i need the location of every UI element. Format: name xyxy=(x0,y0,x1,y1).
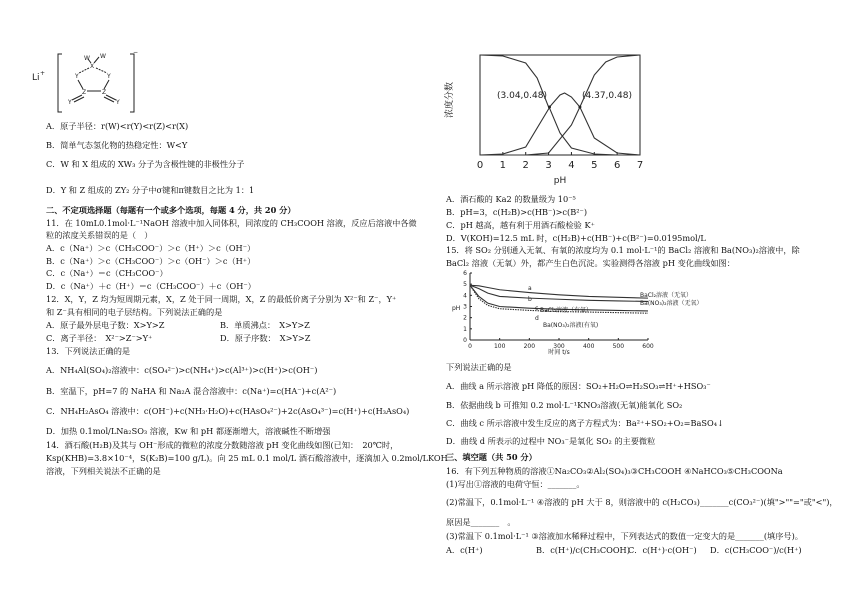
chart2-xtick-label: 0 xyxy=(468,343,472,350)
q13-option-c: C．NH₄H₂AsO₄ 溶液中：c(OH⁻)+c(NH₃·H₂O)+c(HAsO₄²⁻)+2c(AsO₄³⁻)=c(H⁺)+c(H₃AsO₄) xyxy=(46,406,410,416)
svg-text:Z: Z xyxy=(102,89,107,96)
curve-label-d: d xyxy=(535,315,539,322)
curve-label-a: a xyxy=(528,285,532,292)
anion-structure-diagram xyxy=(30,48,140,118)
legend-d: Ba(NO₃)₂溶液(有氧) xyxy=(543,322,599,329)
q15-option-a: A．曲线 a 所示溶液 pH 降低的原因：SO₂+H₂O⇌H₂SO₃⇌H⁺+HSO₃⁻ xyxy=(446,381,711,391)
q12-text-1: 12．X，Y，Z 均为短周期元素，X，Z 处于同一周期，X，Z 的最低价离子分别为 X²⁻和 Z⁻，Y⁺ xyxy=(46,294,397,304)
q16-option-b: B．c(H⁺)/c(CH₃COOH) xyxy=(536,545,630,555)
q15-text-1: 15．将 SO₂ 分别通入无氧、有氧的浓度均为 0.1 mol·L⁻¹的 BaCl₂ 溶液和 Ba(NO₃)₂溶液中，除 xyxy=(446,245,800,255)
chart1-curve-H2B xyxy=(480,55,640,155)
q13-option-d: D．加热 0.1mol/LNa₂SO₃ 溶液，Kw 和 pH 都逐渐增大，溶液碱性不断增强 xyxy=(46,426,331,436)
legend-a: BaCl₂溶液（无氧） xyxy=(640,292,693,299)
chart2-xtick-label: 300 xyxy=(553,343,565,350)
chart2-ytick-label: 2 xyxy=(463,314,467,322)
chart1-xtick-label: 7 xyxy=(636,160,644,171)
chart2-xtick-label: 200 xyxy=(523,343,536,350)
q14-option-a: A．酒石酸的 Ka2 的数量级为 10⁻⁵ xyxy=(446,194,576,204)
q15-option-c: C．曲线 c 所示溶液中发生反应的离子方程式为：Ba²⁺+SO₂+O₂=BaSO₄↓ xyxy=(446,418,724,428)
fraction-vs-ph-chart xyxy=(440,40,650,190)
chart2-xlabel: 时间 t/s xyxy=(548,349,570,356)
chart2-ytick-label: 4 xyxy=(463,292,467,300)
q12-option-d: D．原子序数： X>Y>Z xyxy=(220,333,311,343)
q12-option-a: A．原子最外层电子数：X>Y>Z xyxy=(46,320,165,330)
chart1-xtick-label: 4 xyxy=(568,160,575,171)
section-3-heading: 三、填空题（共 50 分） xyxy=(446,452,537,462)
curve-label-c: c xyxy=(535,305,539,312)
chart1-curve-HB- xyxy=(480,93,640,155)
chart1-xtick-label: 5 xyxy=(591,160,598,171)
li-symbol: Li xyxy=(32,73,40,83)
chart1-crossing-point xyxy=(548,106,551,109)
ph-vs-time-chart xyxy=(448,268,710,356)
q13-option-b: B．室温下，pH=7 的 NaHA 和 Na₂A 混合溶液中：c(Na⁺)=c(HA⁻)+c(A²⁻) xyxy=(46,386,337,396)
svg-text:W: W xyxy=(100,53,106,60)
annotation-2: (4.37,0.48) xyxy=(582,91,632,101)
svg-text:X: X xyxy=(90,63,95,70)
svg-text:Y: Y xyxy=(107,73,111,80)
chart2-xtick-label: 600 xyxy=(642,343,654,350)
curve-label-b: b xyxy=(528,296,532,303)
option-b: B．简单气态氢化物的热稳定性：W<Y xyxy=(46,140,188,150)
chart2-ytick-label: 1 xyxy=(463,325,467,333)
chart2-xtick-label: 400 xyxy=(582,343,595,350)
q11-option-a: A．c（Na⁺）＞c（CH₃COO⁻）＞c（H⁺）＞c（OH⁻） xyxy=(46,243,256,253)
q15-text-2: BaCl₂ 溶液（无氧）外，都产生白色沉淀。实验测得各溶液 pH 变化曲线如图： xyxy=(446,258,735,268)
chart2-ylabel: pH xyxy=(452,305,461,312)
q11-option-d: D．c（Na⁺）＋c（H⁺）＝c（CH₃COO⁻）＋c（OH⁻） xyxy=(46,281,256,291)
chart1-xtick-label: 6 xyxy=(613,160,621,171)
q14-option-b: B．pH=3，c(H₂B)>c(HB⁻)>c(B²⁻) xyxy=(446,207,588,217)
legend-c: BaCl₂溶液（有氧） xyxy=(540,307,593,314)
svg-text:Z: Z xyxy=(82,89,87,96)
q12-option-c: C．离子半径： X²⁻>Z⁻>Y⁺ xyxy=(46,333,153,343)
chart2-ytick-label: 6 xyxy=(463,270,467,277)
section-2-heading: 二、不定项选择题（每题有一个或多个选项，每题 4 分，共 20 分） xyxy=(46,205,296,215)
q14-text-3: 溶液，下列相关说法不正确的是 xyxy=(46,466,161,476)
q11-text-1: 11．在 10mL0.1mol·L⁻¹NaOH 溶液中加入同体积，同浓度的 CH₃COOH 溶液，反应后溶液中各微 xyxy=(46,218,417,228)
q14-text-2: Ksp(KHB)=3.8×10⁻⁴，S(K₂B)=100 g/L)。向 25 mL 0.1 mol/L 酒石酸溶液中，逐滴加入 0.2mol/LKOH xyxy=(46,453,448,463)
q16-text-3: (2)常温下，0.1mol·L⁻¹ ④溶液的 pH 大于 8，则溶液中的 c(H₂CO₃)_______c(CO₃²⁻)(填">""="或"<")， xyxy=(446,497,838,507)
chart1-xlabel: pH xyxy=(553,176,567,186)
chart2-curve-b xyxy=(470,285,648,301)
annotation-1: (3.04,0.48) xyxy=(497,91,547,101)
q11-text-2: 粒的浓度关系错误的是（ ） xyxy=(46,230,153,240)
q16-text-5: (3)常温下 0.1mol·L⁻¹ ③溶液加水稀释过程中，下列表达式的数值一定变大的是_______(填序号)。 xyxy=(446,531,803,541)
q13-option-a: A．NH₄Al(SO₄)₂溶液中：c(SO₄²⁻)>c(NH₄⁺)>c(Al³⁺)>c(H⁺)>c(OH⁻) xyxy=(46,365,318,375)
chart2-xtick-label: 100 xyxy=(493,343,506,350)
chart1-crossing-point xyxy=(578,106,581,109)
q15-option-b: B．依据曲线 b 可推知 0.2 mol·L⁻¹KNO₃溶液(无氧)能氧化 SO₂ xyxy=(446,400,683,410)
q16-option-c: C．c(H⁺)·c(OH⁻) xyxy=(628,545,697,555)
chart1-ylabel: 浓度分数 xyxy=(445,81,455,119)
chart2-ytick-label: 0 xyxy=(463,337,467,344)
q14-option-c: C．pH 越高，越有利于用酒石酸检验 K⁺ xyxy=(446,220,595,230)
svg-text:W: W xyxy=(84,55,90,62)
svg-text:Y: Y xyxy=(68,99,72,106)
chart1-xtick-label: 3 xyxy=(545,160,552,171)
q16-text-1: 16．有下列五种物质的溶液①Na₂CO₃②Al₂(SO₄)₃③CH₃COOH ④NaHCO₃⑤CH₃COONa xyxy=(446,466,783,476)
q15-option-d: D．曲线 d 所表示的过程中 NO₃⁻是氧化 SO₂ 的主要微粒 xyxy=(446,436,656,446)
li-charge: + xyxy=(40,70,46,77)
q12-text-2: 和 Z⁻具有相同的电子层结构。下列说法正确的是 xyxy=(46,307,223,317)
option-d: D．Y 和 Z 组成的 ZY₂ 分子中σ键和π键数目之比为 1：1 xyxy=(46,185,255,195)
chart1-xtick-label: 2 xyxy=(522,160,529,171)
q16-text-2: (1)写出①溶液的电荷守恒：_______。 xyxy=(446,479,585,489)
legend-b: Ba(NO₃)₂溶液（无氧） xyxy=(640,300,703,307)
chart1-xtick-label: 0 xyxy=(476,160,484,171)
q11-option-b: B．c（Na⁺）＞c（CH₃COO⁻）＞c（OH⁻）＞c（H⁺） xyxy=(46,256,256,266)
q13-text: 13．下列说法正确的是 xyxy=(46,346,131,356)
chart2-curve-a xyxy=(470,285,648,298)
q16-option-a: A．c(H⁺) xyxy=(446,545,483,555)
option-c: C．W 和 X 组成的 XW₃ 分子为含极性键的非极性分子 xyxy=(46,159,245,169)
chart1-curve-B2- xyxy=(480,55,640,155)
q14-option-d: D．V(KOH)=12.5 mL 时，c(H₂B)+c(HB⁻)+c(B²⁻)=0.0195mol/L xyxy=(446,233,706,243)
chart2-ytick-label: 3 xyxy=(463,303,467,311)
q16-text-4: 原因是_______ 。 xyxy=(446,517,516,527)
q12-option-b: B．单质沸点： X>Y>Z xyxy=(220,320,310,330)
q15-prompt: 下列说法正确的是 xyxy=(446,362,512,372)
q11-option-c: C．c（Na⁺）＝c（CH₃COO⁻） xyxy=(46,268,168,278)
chart2-ytick-label: 5 xyxy=(463,281,467,289)
chart1-frame xyxy=(480,55,640,155)
q16-option-d: D．c(CH₃COO⁻)/c(H⁺) xyxy=(710,545,802,555)
svg-text:Y: Y xyxy=(75,73,79,80)
svg-text:Y: Y xyxy=(116,99,120,106)
option-a: A．原子半径：r(W)<r(Y)<r(Z)<r(X) xyxy=(46,121,189,131)
chart1-xtick-label: 1 xyxy=(499,160,507,171)
anion-charge: − xyxy=(133,49,139,56)
chart2-xtick-label: 500 xyxy=(612,343,625,350)
q14-text-1: 14．酒石酸(H₂B)及其与 OH⁻形成的微粒的浓度分数随溶液 pH 变化曲线如图(已知： 20℃时， xyxy=(46,440,399,450)
